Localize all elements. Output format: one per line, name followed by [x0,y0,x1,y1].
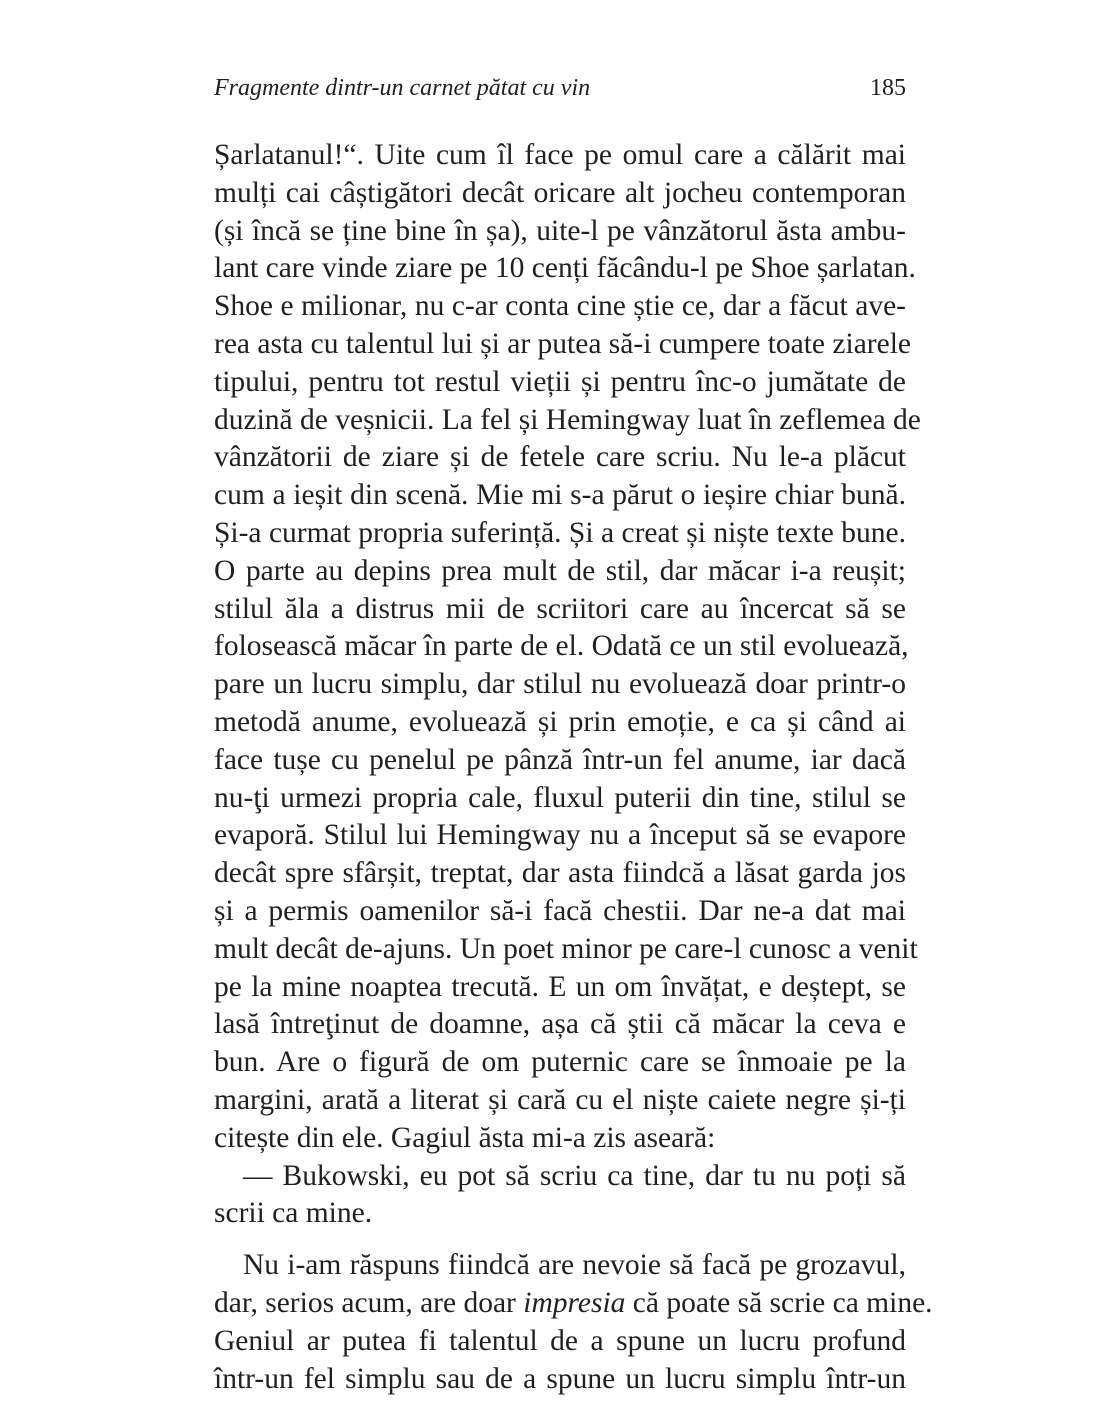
text-line: face tușe cu penelul pe pânză într-un fel anume, iar dacă [214,743,906,776]
text-line: metodă anume, evoluează și prin emoție, e ca și când ai [214,705,906,738]
text-line: nu-ţi urmezi propria cale, fluxul puterii din tine, stilul se [214,781,906,814]
text-line: într-un fel simplu sau de a spune un lucru simplu într-un [214,1362,906,1395]
text-line: lasă întreţinut de doamne, așa că știi că măcar la ceva e [214,1008,906,1041]
text-line: scrii ca mine. [214,1197,373,1230]
running-title: Fragmente dintr-un carnet pătat cu vin [214,75,591,101]
text-line: duzină de veșnicii. La fel și Hemingway luat în zeflemea de [214,403,921,436]
text-line: vânzătorii de ziare și de fetele care scriu. Nu le-a plăcut [214,441,906,474]
text-line: Nu i-am răspuns fiindcă are nevoie să facă pe grozavul, [243,1249,906,1282]
text-line [214,1285,933,1323]
paragraph [214,137,921,1158]
text-line: mult decât de-ajuns. Un poet minor pe care-l cunosc a venit [214,932,918,965]
text-line: (și încă se ține bine în șa), uite-l pe vânzătorul ăsta ambu- [214,214,906,247]
text-line: pe la mine noaptea trecută. E un om învățat, e deștept, se [214,970,906,1003]
text-line: tipului, pentru tot restul vieții și pentru înc-o jumătate de [214,365,906,398]
text-line: decât spre sfârșit, treptat, dar asta fiindcă a lăsat garda jos [214,857,906,890]
text-line: rea asta cu talentul lui și ar putea să-i cumpere toate ziarele [214,327,911,360]
text-line: Șarlatanul!“. Uite cum îl face pe omul care a călărit mai [214,139,906,171]
text-line: margini, arată a literat și cară cu el niște caiete negre și-ți [214,1083,906,1116]
text-segment: dar, serios acum, are doar [214,1286,524,1319]
text-line: Shoe e milionar, nu c-ar conta cine știe ce, dar a făcut ave- [214,290,906,323]
body-text [214,137,933,1398]
text-line: citește din ele. Gagiul ăsta mi-a zis aseară: [214,1121,716,1154]
text-line: — Bukowski, eu pot să scriu ca tine, dar tu nu poți să [243,1159,906,1192]
paragraph [214,1247,933,1398]
text-line: lant care vinde ziare pe 10 cenți făcându-l pe Shoe șarlatan. [214,252,916,285]
text-line: folosească măcar în parte de el. Odată ce un stil evoluează, [214,630,909,663]
text-line: bun. Are o figură de om puternic care se înmoaie pe la [214,1046,906,1079]
text-line: stilul ăla a distrus mii de scriitori care au încercat să se [214,592,906,625]
text-line: Și-a curmat propria suferință. Și a creat și niște texte bune. [214,516,906,549]
text-segment: că poate să scrie ca mine. [625,1286,933,1319]
text-line: O parte au depins prea mult de stil, dar măcar i-a reușit; [214,554,906,587]
page-header [214,70,906,110]
paragraph-gap [214,1233,906,1247]
text-line: Geniul ar putea fi talentul de a spune un lucru profund [214,1324,906,1357]
text-line: evaporă. Stilul lui Hemingway nu a început să se evapore [214,819,906,852]
text-line: și a permis oamenilor să-i facă chestii. Dar ne-a dat mai [214,894,906,927]
dialogue-paragraph [214,1158,906,1234]
text-line: pare un lucru simplu, dar stilul nu evoluează doar printr-o [214,668,906,701]
text-line: cum a ieșit din scenă. Mie mi s-a părut o ieșire chiar bună. [214,479,906,512]
text-line: mulți cai câștigători decât oricare alt jocheu contemporan [214,176,906,209]
italic-word: impresia [523,1286,626,1319]
page-number: 185 [870,75,906,101]
